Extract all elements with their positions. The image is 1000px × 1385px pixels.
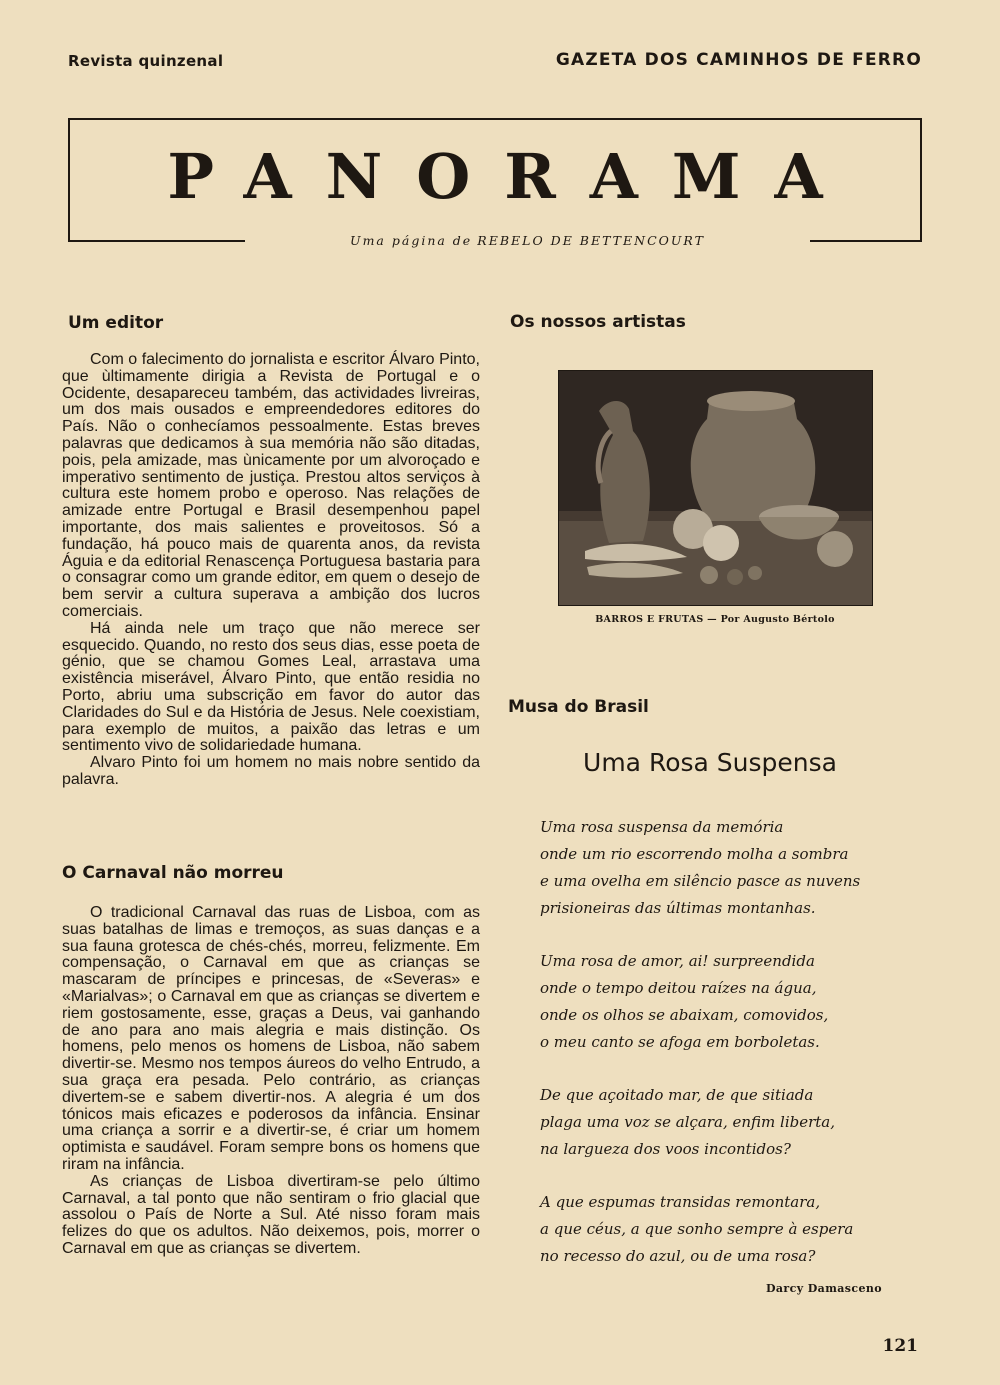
poem-verse: Uma rosa de amor, ai! surpreendida (540, 952, 815, 970)
poem-title: Uma Rosa Suspensa (583, 748, 837, 777)
running-header-left: Revista quinzenal (68, 52, 224, 70)
poem-verse: a que céus, a que sonho sempre à espera (540, 1220, 854, 1238)
poem-verse: onde os olhos se abaixam, comovidos, (540, 1006, 829, 1024)
panorama-banner (68, 118, 922, 242)
panorama-title: PANORAMA (167, 140, 857, 213)
poem-verse: A que espumas transidas remontara, (540, 1193, 821, 1211)
running-header-right: GAZETA DOS CAMINHOS DE FERRO (555, 50, 922, 70)
editor-paragraph: Com o falecimento do jornalista e escritor Álvaro Pinto, que ùltimamente dirigia a Revista de Portugal e o Ocidente, desapareceu também, das actividades livreiras, um dos mais ousados e empreendedores editores do País. Não o conhecíamos pessoalmente. Estas breves palavras que dedicamos à sua memória não são ditadas, pois, pela amizade, mas ùnicamente por um alvoroçado e imperativo sentimento de justiça. Prestou altos serviços à cultura este homem probo e operoso. Nas relações de amizade entre Portugal e Brasil desempenhou papel importante, dos mais salientes e proveitosos. Só a fundação, há pouco mais de quarenta anos, da revista Águia e da editorial Renascença Portuguesa bastaria para o consagrar como um grande editor, em quem o desejo de bem servir a cultura superava a ambição dos lucros comerciais. (62, 351, 480, 620)
poem-verse: Uma rosa suspensa da memória (540, 818, 784, 836)
poem-stanza (540, 948, 920, 1056)
editor-article (62, 352, 480, 789)
byline-prefix: Uma página de (350, 233, 473, 248)
poem-verse: prisioneiras das últimas montanhas. (540, 899, 816, 917)
editor-paragraph: Há ainda nele um traço que não merece ser esquecido. Quando, no resto dos seus dias, esse poeta de génio, que se chamou Gomes Leal, arrastava uma existência miserável, Álvaro Pinto, que então residia no Porto, abriu uma subscrição em favor do autor das Claridades do Sul e da História de Jesus. Nele coexistiam, para exemplo de muitos, a paixão das letras e um sentimento vivo de solidariedade humana. (62, 619, 480, 755)
poem-stanza (540, 1082, 920, 1163)
painting-caption: BARROS E FRUTAS — Por Augusto Bértolo (595, 614, 835, 625)
poem-author: Darcy Damasceno (765, 1282, 882, 1295)
poem-verse: na largueza dos voos incontidos? (540, 1140, 791, 1158)
poem-stanza (540, 814, 920, 922)
editor-paragraph: Alvaro Pinto foi um homem no mais nobre sentido da palavra. (62, 754, 480, 788)
carnaval-heading: O Carnaval não morreu (62, 863, 284, 883)
poem-verse: onde o tempo deitou raízes na água, (540, 979, 817, 997)
poem-stanza (540, 1189, 920, 1270)
carnaval-paragraph: As crianças de Lisboa divertiram-se pelo último Carnaval, a tal ponto que não sentiram o frio glacial que assolou o País de Norte a Sul. Até nisso foram mais felizes do que os adultos. Não deixemos, pois, morrer o Carnaval em que as crianças se divertem. (62, 1172, 480, 1257)
carnaval-paragraph: O tradicional Carnaval das ruas de Lisboa, com as suas batalhas de limas e tremoços, as suas danças e a sua fauna grotesca de chés-chés, morreu, felizmente. Em compensação, o Carnaval em que as crianças se mascaram de príncipes e princesas, de «Severas» e «Marialvas»; o Carnaval em que as crianças se divertem e riem gostosamente, esse, graças a Deus, vai ganhando de ano para ano mais alegria e mais distinção. Os homens, pelo menos os homens de Lisboa, não sabem divertir-se. Mesmo nos tempos áureos do velho Entrudo, a sua graça era pesada. Pelo contrário, as crianças divertem-se e sabem divertir-nos. A alegria é um dos tónicos mais eficazes e poderosos da infância. Ensinar uma criança a sorrir e a divertir-se, é criar um homem optimista e saudável. Foram sempre bons os homens que riram na infância. (62, 904, 480, 1173)
artists-heading: Os nossos artistas (510, 312, 686, 332)
poem-verse: e uma ovelha em silêncio pasce as nuvens (540, 872, 861, 890)
poem-verse: o meu canto se afoga em borboletas. (540, 1033, 820, 1051)
editor-heading: Um editor (68, 313, 164, 333)
page-number: 121 (882, 1336, 918, 1356)
poem-verse: no recesso do azul, ou de uma rosa? (540, 1247, 816, 1265)
poem-verse: De que açoitado mar, de que sitiada (540, 1086, 814, 1104)
byline-author: REBELO DE BETTENCOURT (477, 233, 705, 248)
musa-heading: Musa do Brasil (508, 697, 649, 717)
carnaval-article (62, 905, 480, 1258)
still-life-painting (558, 370, 873, 606)
poem-verse: onde um rio escorrendo molha a sombra (540, 845, 849, 863)
poem-verse: plaga uma voz se alçara, enfim liberta, (540, 1113, 836, 1131)
poem (540, 814, 920, 1296)
byline (245, 230, 810, 252)
